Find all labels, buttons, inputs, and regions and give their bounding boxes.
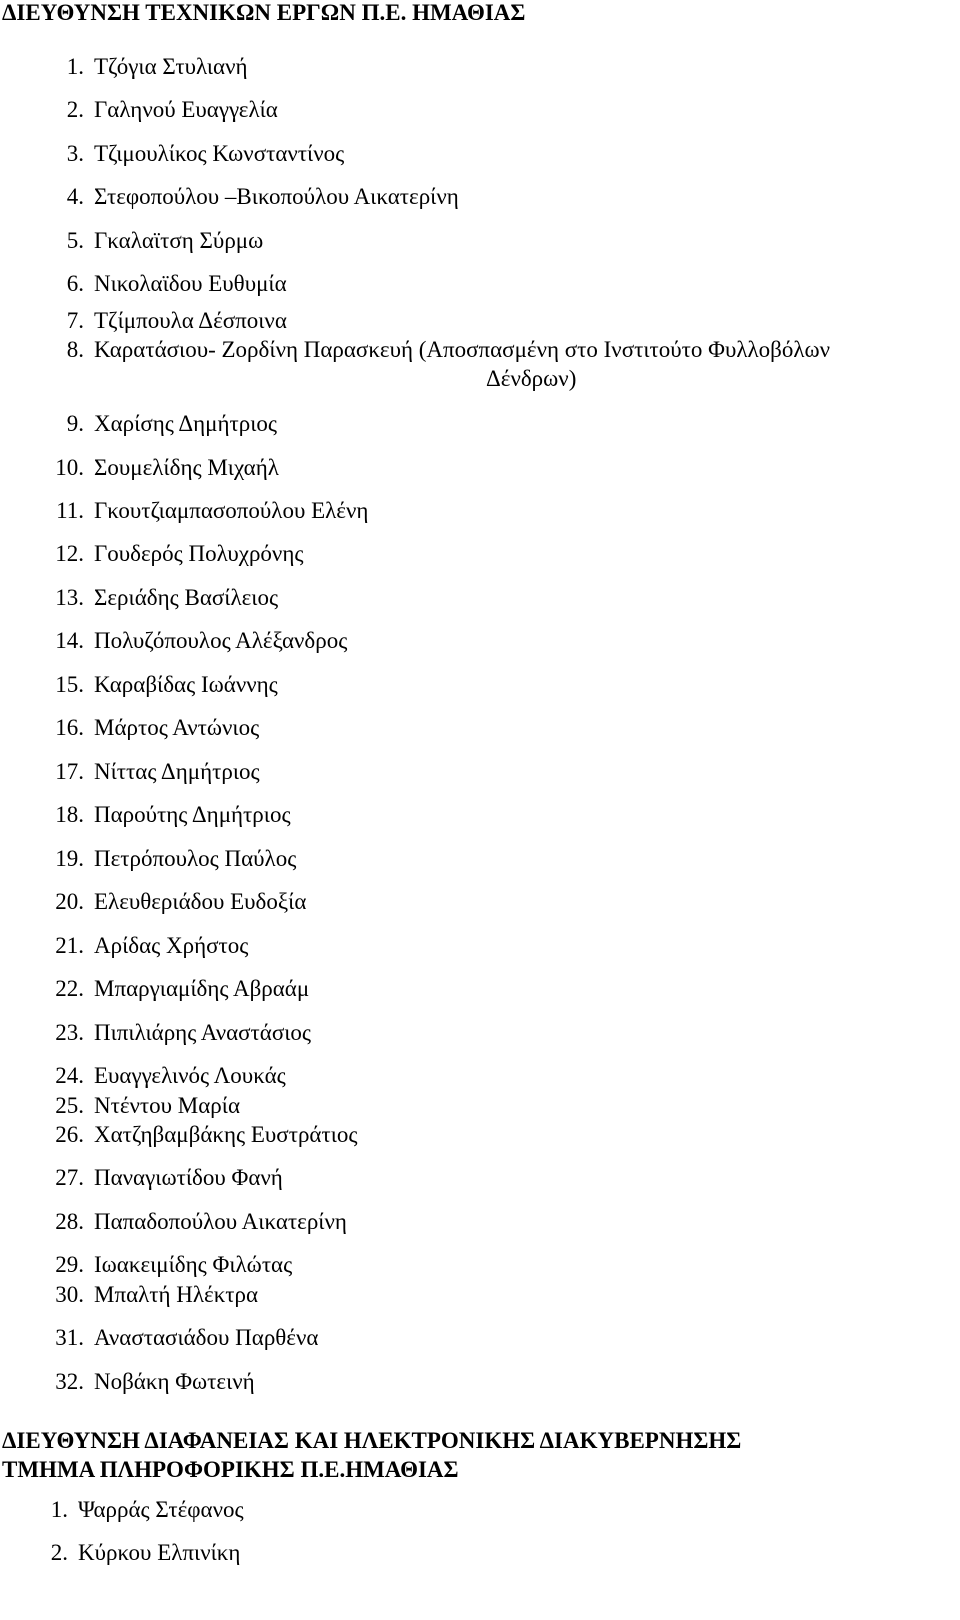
list-item-number: 12. [55, 541, 84, 566]
list-item-number: 4. [66, 184, 84, 209]
list-item-number: 26. [55, 1122, 84, 1147]
list-item-name: Ελευθεριάδου Ευδοξία [94, 889, 307, 914]
list-item-name: Τζιμουλίκος Κωνσταντίνος [94, 141, 345, 166]
list-item-name: Μπαλτή Ηλέκτρα [94, 1282, 259, 1307]
list-item-name: Πιπιλιάρης Αναστάσιος [94, 1020, 312, 1045]
list-item-number: 7. [66, 308, 84, 333]
list-item-continuation: Δένδρων) [486, 366, 577, 391]
list-item-name: Γουδερός Πολυχρόνης [94, 541, 304, 566]
list-item-number: 15. [55, 672, 84, 697]
list-item-number: 1. [66, 54, 84, 79]
list-item-number: 29. [55, 1252, 84, 1277]
list-item-name: Ευαγγελινός Λουκάς [94, 1063, 286, 1088]
list-item-number: 3. [66, 141, 84, 166]
list-item-number: 28. [55, 1209, 84, 1234]
list-item-name: Γκουτζιαμπασοπούλου Ελένη [94, 498, 369, 523]
list-item-number: 17. [55, 759, 84, 784]
list-item-number: 30. [55, 1282, 84, 1307]
list-item-name: Ιωακειμίδης Φιλώτας [94, 1252, 293, 1277]
list-item-name: Τζίμπουλα Δέσποινα [94, 308, 287, 333]
list-item-name: Αρίδας Χρήστος [94, 933, 249, 958]
list-item-name: Πετρόπουλος Παύλος [94, 846, 297, 871]
list-item-name: Ψαρράς Στέφανος [78, 1497, 244, 1522]
list-item-name: Μάρτος Αντώνιος [94, 715, 260, 740]
list-item-number: 9. [66, 411, 84, 436]
list-item-name: Στεφοπούλου –Βικοπούλου Αικατερίνη [94, 184, 459, 209]
list-item-number: 32. [55, 1369, 84, 1394]
list-item-number: 18. [55, 802, 84, 827]
list-item-number: 25. [55, 1093, 84, 1118]
list-item-name: Σεριάδης Βασίλειος [94, 585, 279, 610]
list-item-name: Πολυζόπουλος Αλέξανδρος [94, 628, 348, 653]
list-item-name: Γαληνού Ευαγγελία [94, 97, 278, 122]
list-item-name: Νίττας Δημήτριος [94, 759, 260, 784]
list-item-number: 31. [55, 1325, 84, 1350]
list-item-number: 22. [55, 976, 84, 1001]
list-item-number: 2. [66, 97, 84, 122]
list-item-number: 11. [56, 498, 84, 523]
list-item-name: Γκαλαϊτση Σύρμω [94, 228, 264, 253]
list-item-number: 21. [55, 933, 84, 958]
section-1-title: ΔΙΕΥΘΥΝΣΗ ΤΕΧΝΙΚΩΝ ΕΡΓΩΝ Π.Ε. ΗΜΑΘΙΑΣ [2, 0, 526, 25]
list-item-number: 14. [55, 628, 84, 653]
list-item-number: 13. [55, 585, 84, 610]
section-2-subtitle: ΤΜΗΜΑ ΠΛΗΡΟΦΟΡΙΚΗΣ Π.Ε.ΗΜΑΘΙΑΣ [2, 1457, 459, 1482]
list-item-number: 6. [66, 271, 84, 296]
section-2-title: ΔΙΕΥΘΥΝΣΗ ΔΙΑΦΑΝΕΙΑΣ ΚΑΙ ΗΛΕΚΤΡΟΝΙΚΗΣ ΔΙΑΚΥΒΕΡΝΗΣΗΣ [2, 1428, 742, 1453]
list-item-name: Σουμελίδης Μιχαήλ [94, 455, 279, 480]
list-item-name: Αναστασιάδου Παρθένα [94, 1325, 319, 1350]
list-item-number: 10. [55, 455, 84, 480]
list-item-number: 2. [50, 1540, 68, 1565]
list-item-number: 23. [55, 1020, 84, 1045]
list-item-number: 8. [66, 337, 84, 362]
list-item-name: Παρούτης Δημήτριος [94, 802, 291, 827]
list-item-number: 20. [55, 889, 84, 914]
list-item-number: 5. [66, 228, 84, 253]
list-item-name: Χατζηβαμβάκης Ευστράτιος [94, 1122, 358, 1147]
list-item-name: Καραβίδας Ιωάννης [94, 672, 278, 697]
list-item-name: Μπαργιαμίδης Αβραάμ [94, 976, 310, 1001]
list-item-name: Νοβάκη Φωτεινή [94, 1369, 255, 1394]
list-item-name: Χαρίσης Δημήτριος [94, 411, 278, 436]
list-item-number: 19. [55, 846, 84, 871]
list-item-name: Παναγιωτίδου Φανή [94, 1165, 283, 1190]
list-item-number: 1. [50, 1497, 68, 1522]
list-item-name: Τζόγια Στυλιανή [94, 54, 248, 79]
list-item-number: 16. [55, 715, 84, 740]
list-item-name: Καρατάσιου- Ζορδίνη Παρασκευή (Αποσπασμένη στο Ινστιτούτο Φυλλοβόλων [94, 337, 831, 362]
list-item-number: 24. [55, 1063, 84, 1088]
list-item-name: Παπαδοπούλου Αικατερίνη [94, 1209, 347, 1234]
list-item-name: Νικολαϊδου Ευθυμία [94, 271, 287, 296]
list-item-name: Κύρκου Ελπινίκη [78, 1540, 241, 1565]
list-item-name: Ντέντου Μαρία [94, 1093, 241, 1118]
list-item-number: 27. [55, 1165, 84, 1190]
